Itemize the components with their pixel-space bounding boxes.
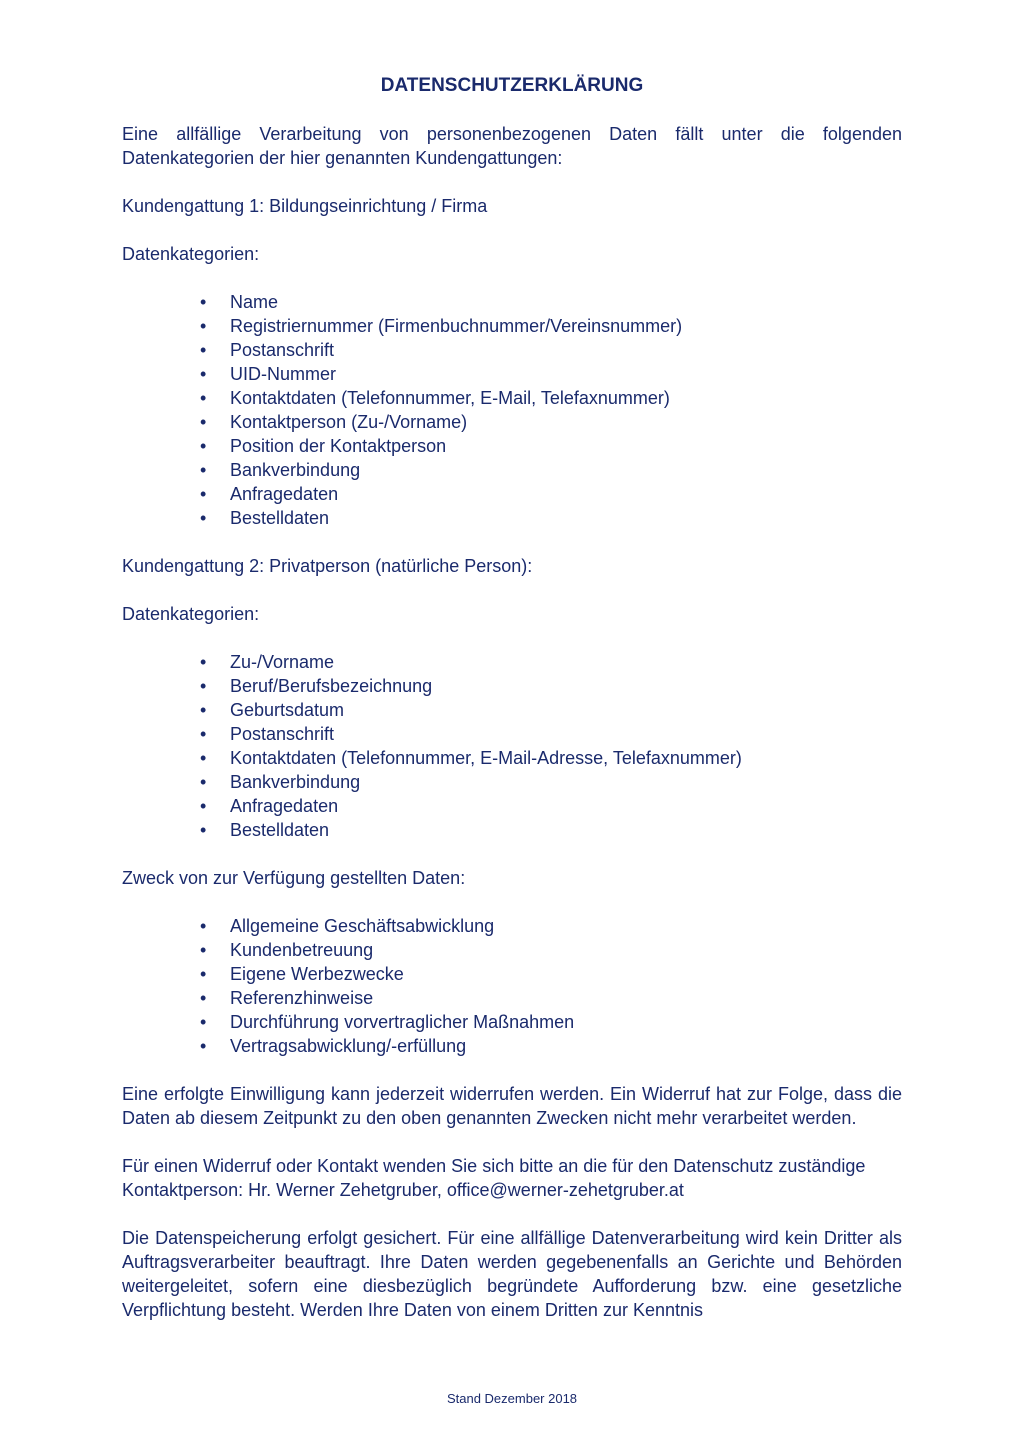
list-item: • Anfragedaten: [122, 794, 902, 818]
intro-paragraph: Eine allfällige Verarbeitung von personenbezogenen Daten fällt unter die folgenden Datenkategorien der hier genannten Kundengattungen:: [122, 124, 902, 168]
customer-type-2-categories-label: Datenkategorien:: [122, 604, 260, 624]
list-item: • Name: [122, 290, 902, 314]
customer-type-2-list: [122, 650, 902, 842]
document-page: [122, 0, 902, 1448]
list-item: • Postanschrift: [122, 722, 902, 746]
list-item: • Beruf/Berufsbezeichnung: [122, 674, 902, 698]
list-item: • Zu-/Vorname: [122, 650, 902, 674]
list-item: • Referenzhinweise: [122, 986, 902, 1010]
list-item: • Kontaktdaten (Telefonnummer, E-Mail-Adresse, Telefaxnummer): [122, 746, 902, 770]
revocation-paragraph: Eine erfolgte Einwilligung kann jederzeit widerrufen werden. Ein Widerruf hat zur Folge, dass die Daten ab diesem Zeitpunkt zu den oben genannten Zwecken nicht mehr verarbeitet werden.: [122, 1084, 902, 1128]
purpose-list: [122, 914, 902, 1058]
list-item: • Geburtsdatum: [122, 698, 902, 722]
customer-type-2-heading: Kundengattung 2: Privatperson (natürliche Person):: [122, 556, 533, 576]
list-item: • Eigene Werbezwecke: [122, 962, 902, 986]
list-item: • Kontaktdaten (Telefonnummer, E-Mail, Telefaxnummer): [122, 386, 902, 410]
contact-paragraph: Für einen Widerruf oder Kontakt wenden Sie sich bitte an die für den Datenschutz zuständige Kontaktperson: Hr. Werner Zehetgruber, office@werner-zehetgruber.at: [122, 1156, 866, 1200]
list-item: • Bestelldaten: [122, 818, 902, 842]
document-body: [122, 122, 902, 1346]
list-item: • Bankverbindung: [122, 458, 902, 482]
page-footer: Stand Dezember 2018: [446, 1391, 578, 1406]
storage-paragraph: Die Datenspeicherung erfolgt gesichert. Für eine allfällige Datenverarbeitung wird kein Dritter als Auftragsverarbeiter beauftragt. Ihre Daten werden gegebenenfalls an Gerichte und Behörden weitergeleitet, sofern eine diesbezüglich begründete Aufforderung bzw. eine gesetzliche Verpflichtung besteht. Werden Ihre Daten von einem Dritten zur Kenntnis: [122, 1228, 902, 1320]
customer-type-1-heading: Kundengattung 1: Bildungseinrichtung / Firma: [122, 196, 488, 216]
list-item: • Kontaktperson (Zu-/Vorname): [122, 410, 902, 434]
list-item: • Allgemeine Geschäftsabwicklung: [122, 914, 902, 938]
list-item: • Vertragsabwicklung/-erfüllung: [122, 1034, 902, 1058]
list-item: • Durchführung vorvertraglicher Maßnahmen: [122, 1010, 902, 1034]
document-title: DATENSCHUTZERKLÄRUNG: [380, 75, 644, 96]
list-item: • Bestelldaten: [122, 506, 902, 530]
list-item: • Postanschrift: [122, 338, 902, 362]
list-item: • Bankverbindung: [122, 770, 902, 794]
customer-type-1-categories-label: Datenkategorien:: [122, 244, 260, 264]
list-item: • Kundenbetreuung: [122, 938, 902, 962]
customer-type-1-list: [122, 290, 902, 530]
list-item: • Position der Kontaktperson: [122, 434, 902, 458]
list-item: • Anfragedaten: [122, 482, 902, 506]
list-item: • UID-Nummer: [122, 362, 902, 386]
list-item: • Registriernummer (Firmenbuchnummer/Vereinsnummer): [122, 314, 902, 338]
purpose-heading: Zweck von zur Verfügung gestellten Daten:: [122, 868, 466, 888]
